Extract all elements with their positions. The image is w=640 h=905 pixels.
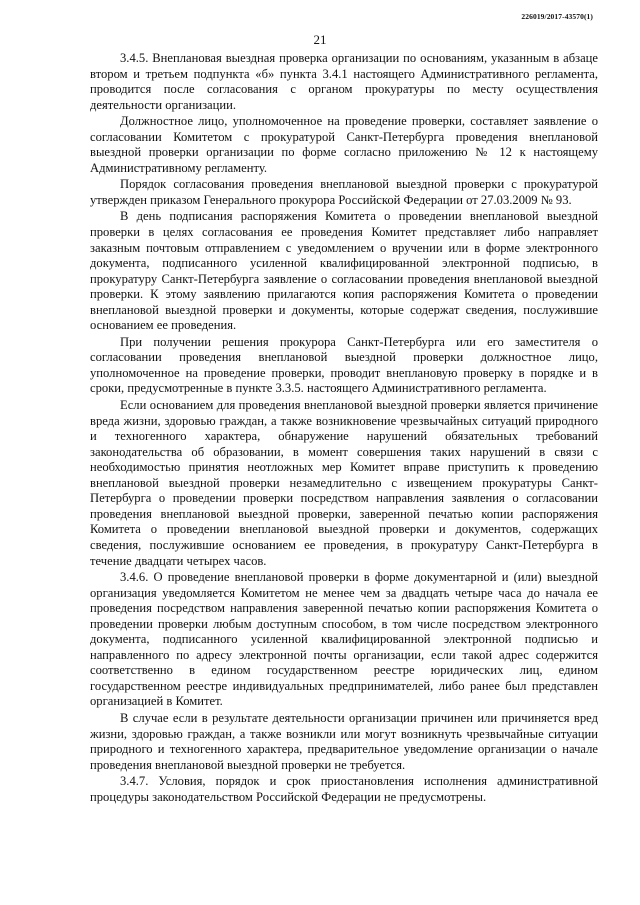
paragraph-3-4-5: 3.4.5. Внеплановая выездная проверка организации по основаниям, указанным в абзаце втором и третьем подпункта «б» пункта 3.4.1 настоящего Административного регламента, проводится после согласования с органом прокуратуры по месту осуществления деятельности организации. xyxy=(90,51,598,112)
paragraph-approval-procedure: Порядок согласования проведения внеплановой выездной проверки с прокуратурой утвержден приказом Генерального прокурора Российской Федерации от 27.03.2009 № 93. xyxy=(90,177,598,207)
paragraph-3-4-7: 3.4.7. Условия, порядок и срок приостановления исполнения административной процедуры законодательством Российской Федерации не предусмотрены. xyxy=(90,774,598,804)
paragraph-urgent-grounds: Если основанием для проведения внеплановой выездной проверки является причинение вреда жизни, здоровью граждан, а также возникновение чрезвычайных ситуаций природного и техногенного характера, обнаружение нарушений обязательных требований законодательства об образовании, в момент совершения таких нарушений в связи с необходимостью принятия неотложных мер Комитет вправе приступить к проведению внеплановой выездной проверки незамедлительно с извещением прокуратуры Санкт-Петербурга о проведении проверки посредством направления заявления о согласовании проведения внеплановой выездной проверки, заверенной печатью копии распоряжения Комитета о проведении внеплановой выездной проверки и документов, содержащих сведения, послужившие основанием ее проведения, в прокуратуру Санкт-Петербурга в течение двадцати четырех часов. xyxy=(90,398,598,568)
paragraph-signing-day: В день подписания распоряжения Комитета о проведении внеплановой выездной проверки в целях согласования ее проведения Комитет представляет либо направляет заказным почтовым отправлением с уведомлением о вручении или в форме электронного документа, подписанного усиленной квалифицированной электронной подписью, в прокуратуру Санкт-Петербурга заявление о согласовании проведения внеплановой выездной проверки. К этому заявлению прилагаются копия распоряжения Комитета о проведении внеплановой выездной проверки и документы, которые содержат сведения, послужившие основанием ее проведения. xyxy=(90,209,598,333)
paragraph-application-for-approval: Должностное лицо, уполномоченное на проведение проверки, составляет заявление о согласовании Комитетом с прокуратурой Санкт-Петербурга проведения внеплановой выездной проверки организации по форме согласно приложению № 12 к настоящему Административному регламенту. xyxy=(90,114,598,175)
document-body xyxy=(90,51,598,806)
paragraph-prosecutor-decision: При получении решения прокурора Санкт-Петербурга или его заместителя о согласовании проведения внеплановой выездной проверки должностное лицо, уполномоченное на проведение проверки, проводит внеплановую проверку в порядке и в сроки, предусмотренные в пункте 3.3.5. настоящего Административного регламента. xyxy=(90,334,598,396)
paragraph-3-4-6: 3.4.6. О проведение внеплановой проверки в форме документарной и (или) выездной организация уведомляется Комитетом не менее чем за двадцать четыре часа до начала ее проведения посредством направления заверенной печатью копии распоряжения Комитета о проведении проверки любым доступным способом, в том числе посредством электронного документа, подписанного усиленной квалифицированной электронной подписью и направленного по адресу электронной почты организации, если такой адрес содержится соответственно в едином государственном реестре юридических лиц, едином государственном реестре индивидуальных предпринимателей, либо ранее был представлен организацией в Комитет. xyxy=(90,570,598,709)
paragraph-no-prior-notice: В случае если в результате деятельности организации причинен или причиняется вред жизни, здоровью граждан, а также возникли или могут возникнуть чрезвычайные ситуации природного и техногенного характера, предварительное уведомление организации о начале проведения внеплановой выездной проверки не требуется. xyxy=(90,710,598,772)
document-registration-number: 226019/2017-43570(1) xyxy=(521,12,593,21)
page-number: 21 xyxy=(313,32,327,47)
